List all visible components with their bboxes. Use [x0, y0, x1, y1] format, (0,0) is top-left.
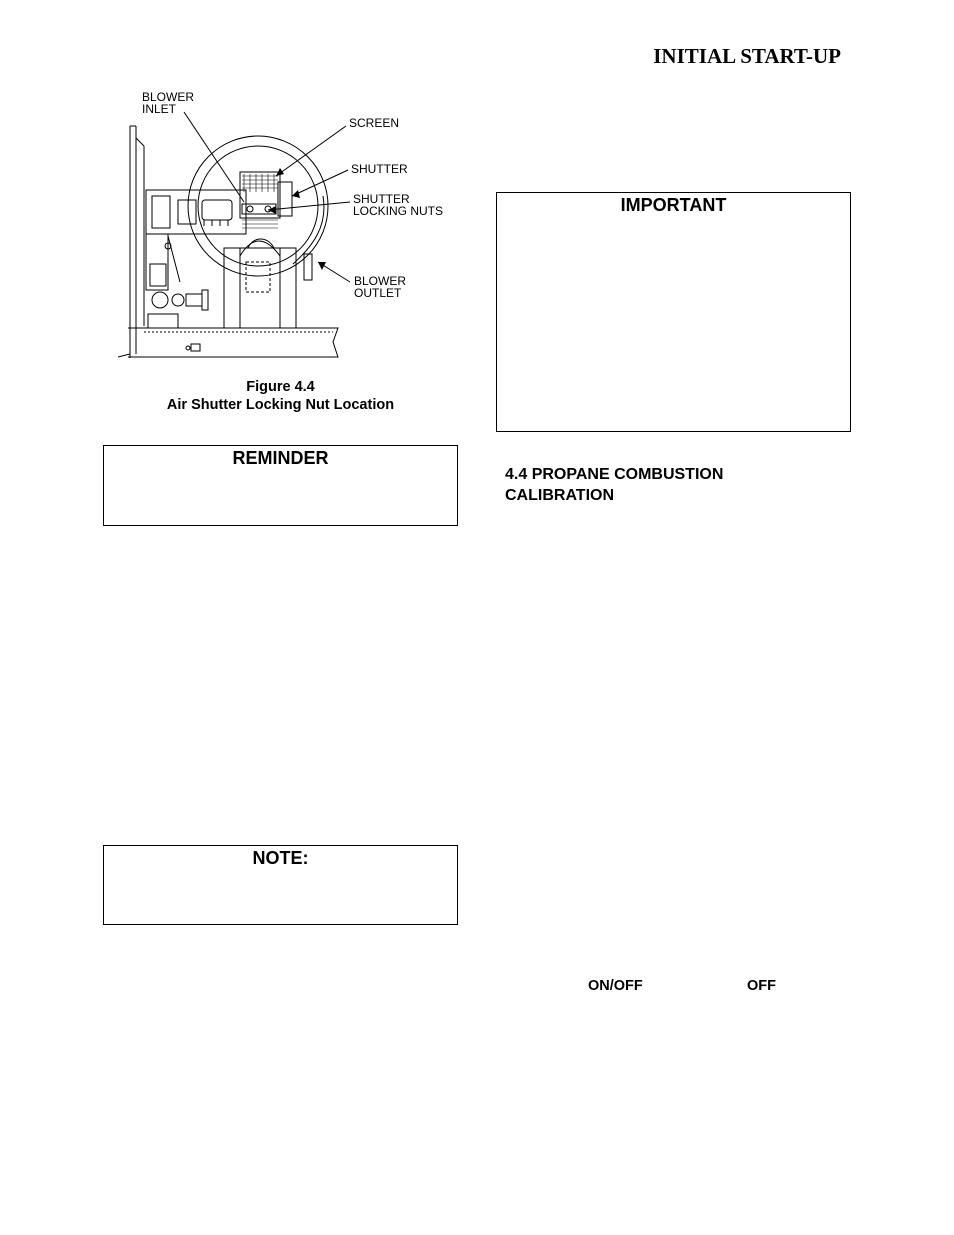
inline-term-on-off: ON/OFF [588, 978, 643, 994]
section-heading [505, 464, 805, 506]
reminder-title: REMINDER [232, 448, 329, 468]
note-title: NOTE: [252, 848, 309, 868]
inline-term-off: OFF [747, 978, 776, 994]
air-shutter-figure [108, 86, 453, 366]
label-blower-inlet-line1: BLOWER [142, 90, 195, 104]
reminder-box [103, 445, 458, 526]
label-blower-inlet-line2: INLET [142, 102, 177, 116]
figure-title: Air Shutter Locking Nut Location [166, 397, 395, 413]
label-screen: SCREEN [349, 116, 400, 130]
label-locking-nuts-line2: LOCKING NUTS [353, 204, 444, 218]
section-heading-line1: 4.4 PROPANE COMBUSTION [505, 466, 724, 483]
important-box [496, 192, 851, 432]
figure-caption [103, 378, 458, 414]
section-heading-line2: CALIBRATION [505, 487, 615, 504]
label-locking-nuts-line1: SHUTTER [353, 192, 410, 206]
leader-blower-inlet [184, 112, 244, 202]
note-box [103, 845, 458, 925]
important-title: IMPORTANT [620, 195, 727, 215]
label-shutter: SHUTTER [351, 162, 408, 176]
figure-number: Figure 4.4 [246, 379, 315, 395]
page-header-title: INITIAL START-UP [653, 44, 841, 68]
label-blower-outlet-line2: OUTLET [354, 286, 402, 300]
label-blower-outlet-line1: BLOWER [354, 274, 407, 288]
leader-screen [276, 126, 346, 176]
